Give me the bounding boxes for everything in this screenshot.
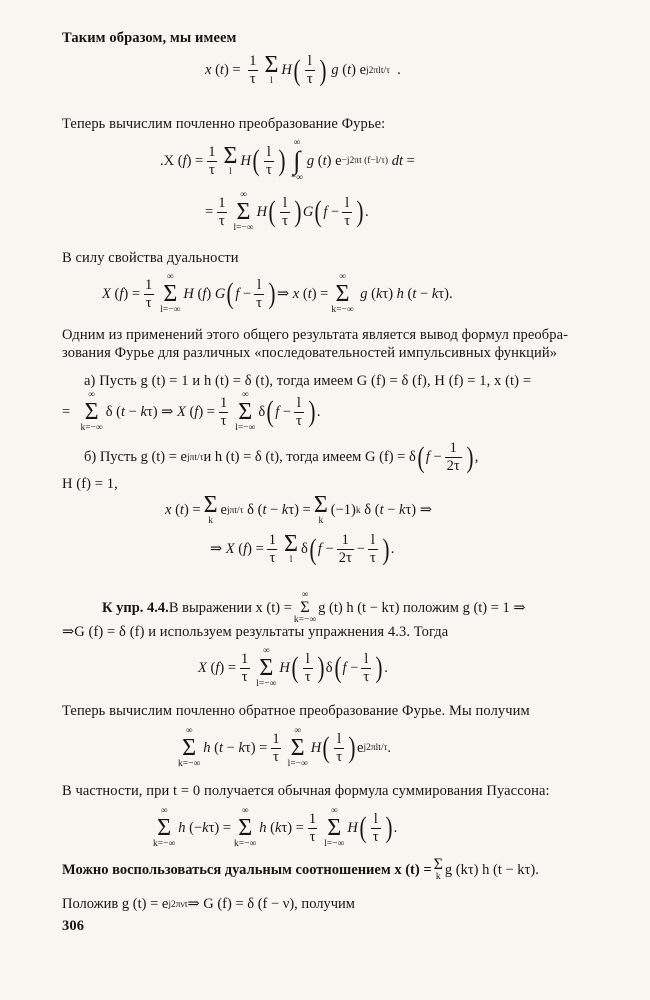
equation-2: .X ( f ) = $\frac{1}{\tau}$ Σ l H ( $\frac{l}{\tau}$ ) ∞ ∫ −∞ g ( t ) e −j2πt (f−l/τ) dt = bbox=[160, 138, 415, 183]
equation-2b: = $\frac{1}{\tau}$ ∞ Σ l=−∞ H ( $\frac{l}{\tau}$ ) G ( f − $\frac{l}{\tau}$ ) . bbox=[205, 190, 369, 233]
page-number: 306 bbox=[62, 918, 85, 934]
case-b-H: H (f) = 1, bbox=[62, 476, 118, 492]
exercise-label: К упр. 4.4. bbox=[102, 599, 169, 616]
paragraph-line-2: зования Фурье для различных «последовательностей импульсивных функций» bbox=[62, 345, 558, 361]
case-b-equation-2: ⇒ X ( f ) = $\frac{1}{\tau}$ Σ l δ ( f − $\frac{1}{2\tau}$ − $\frac{l}{\tau}$ ) . bbox=[210, 531, 395, 566]
case-b-text: б) Пусть g (t) = e bbox=[84, 449, 187, 465]
intro-text-2: Теперь вычислим почленно преобразование Фурье: bbox=[62, 116, 386, 132]
case-a-equation: = ∞ Σ k=−∞ δ ( t − k τ) ⇒ X ( f ) = $\frac{1}{\tau}$ ∞ Σ l=−∞ δ ( f − $\frac{l}{\tau}$ ) . bbox=[62, 390, 321, 433]
intro-text-7: Положив g (t) = e bbox=[62, 896, 169, 912]
equation-inverse: ∞ Σ k=−∞ h ( t − k τ) = $\frac{1}{\tau}$ ∞ Σ l=−∞ H ( $\frac{l}{\tau}$ ) e j2πlt/τ . bbox=[178, 726, 392, 769]
intro-text-3: В силу свойства дуальности bbox=[62, 250, 239, 266]
case-b-line: б) Пусть g (t) = e jπt/τ и h (t) = δ (t), тогда имеем G (f) = δ ( f − $\frac{1}{2\tau}$ ) , bbox=[84, 440, 479, 474]
equation-1: x ( t ) = $\frac{1}{\tau}$ Σ l H ( $\frac{l}{\tau}$ ) g ( t ) e j2πlt/τ . bbox=[205, 52, 401, 87]
paragraph-line-1: Одним из применений этого общего результата является вывод формул преобра- bbox=[62, 327, 569, 343]
intro-text-6: Можно воспользоваться дуальным соотношением x (t) = bbox=[62, 862, 432, 878]
intro-text-5: В частности, при t = 0 получается обычная формула суммирования Пуассона: bbox=[62, 783, 550, 799]
equation-3: X ( f ) = $\frac{1}{\tau}$ ∞ Σ l=−∞ H ( f ) G ( f − $\frac{l}{\tau}$ ) ⇒ x ( t ) = ∞ Σ k=−∞ g ( k τ) h ( t − k τ). bbox=[102, 272, 453, 315]
intro-text-1: Таким образом, мы имеем bbox=[62, 30, 237, 46]
equation-poisson: ∞ Σ k=−∞ h (− k τ) = ∞ Σ k=−∞ h ( k τ) = $\frac{1}{\tau}$ ∞ Σ l=−∞ H ( $\frac{l}{\tau}$ ) . bbox=[153, 806, 398, 849]
exercise-line-2: ⇒G (f) = δ (f) и используем результаты упражнения 4.3. Тогда bbox=[62, 624, 449, 640]
intro-line-7: Положив g (t) = e j2πνt ⇒ G (f) = δ (f − ν), получим bbox=[62, 896, 355, 912]
intro-text-4: Теперь вычислим почленно обратное преобразование Фурье. Мы получим bbox=[62, 703, 530, 719]
exercise-line-1: К упр. 4.4. В выражении x (t) = ∞ Σ k=−∞ g (t) h (t − kτ) положим g (t) = 1 ⇒ bbox=[102, 590, 526, 625]
intro-line-6: Можно воспользоваться дуальным соотношением x (t) = Σ k g (kτ) h (t − kτ). bbox=[62, 856, 539, 882]
case-a-text: а) Пусть g (t) = 1 и h (t) = δ (t), тогда имеем G (f) = δ (f), H (f) = 1, x (t) = bbox=[84, 373, 532, 389]
exercise-equation: X ( f ) = $\frac{1}{\tau}$ ∞ Σ l=−∞ H ( $\frac{l}{\tau}$ ) δ ( f − $\frac{l}{\tau}$ ) . bbox=[198, 646, 388, 689]
case-b-equation-1: x ( t ) = Σ k e jπt/τ δ ( t − k τ) = Σ k (−1) k δ ( t − k τ) ⇒ bbox=[165, 492, 432, 526]
